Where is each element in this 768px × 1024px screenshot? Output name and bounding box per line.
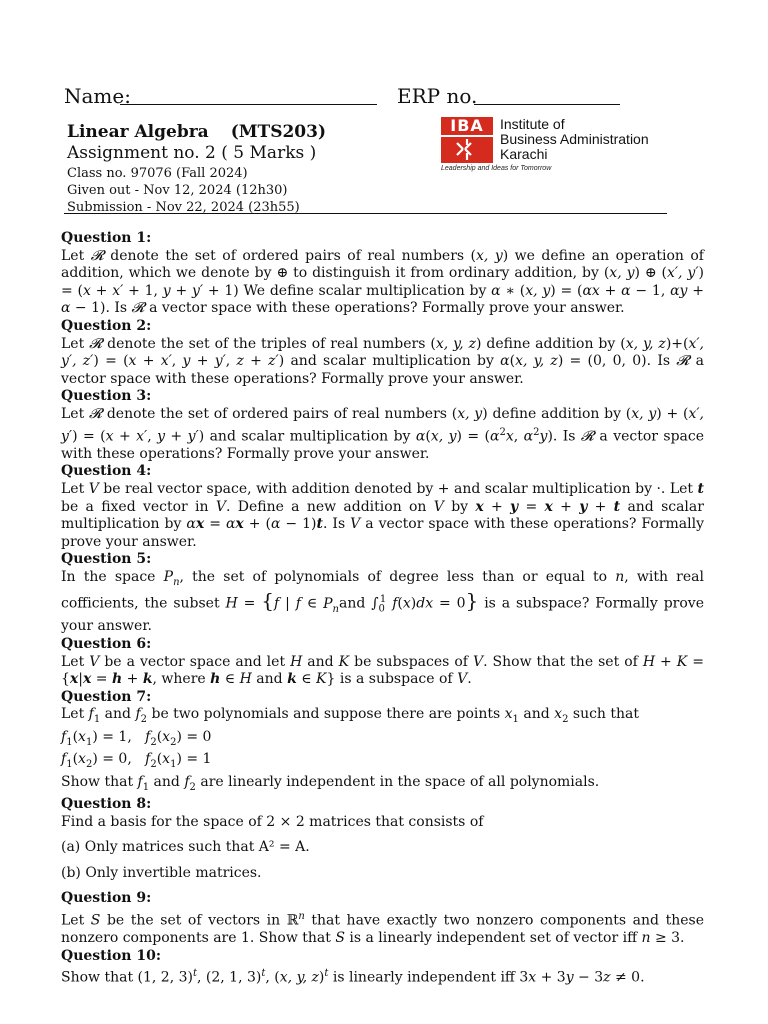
question-text: Let V be real vector space, with addition denoted by + and scalar multiplication by ·. Let t be a fixed vector in V. Define a new addition on V by x + y = x + y + t and scalar multiplication by αx = αx + (α − 1)t. Is V a vector space with these operations? Formally prove your answer.: [61, 480, 704, 550]
question-title: Question 6:: [61, 635, 152, 652]
question-title: Question 10:: [61, 947, 161, 964]
name-blank: [120, 104, 377, 105]
erp-label: ERP no.: [397, 84, 478, 108]
logo-abbr: IBA: [441, 117, 493, 135]
question-text: In the space $P_n$, the set of polynomials of degree less than or equal to n, with real cofficients, the subset H = {f | f ∈ $P_nand$ $\int_0^1$ f(x)dx = 0} is a subspace? Formally prove your answer.: [61, 568, 704, 635]
question-title: Question 5:: [61, 551, 152, 568]
logo-line1: Institute of: [500, 116, 565, 132]
name-erp-row: [64, 84, 684, 110]
given-out: Given out - Nov 12, 2024 (12h30): [67, 183, 288, 198]
iba-logo: [441, 117, 681, 179]
name-label: Name:: [64, 84, 131, 108]
question-title: Question 4:: [61, 463, 152, 480]
logo-text: [500, 117, 649, 162]
erp-blank: [474, 104, 620, 105]
logo-line3: Karachi: [500, 146, 548, 162]
question-text: Show that (1, 2, 3)$^t$, (2, 1, 3)$^t$, (x, y, z)$^t$ is linearly independent iff 3x + 3y − 3z ≠ 0.: [61, 968, 645, 986]
question-title: Question 3:: [61, 388, 152, 405]
question-text: Let 𝓡 denote the set of the triples of real numbers (x, y, z) define addition by (x, y, z)+(x′, y′, z′) = (x + x′, y + y′, z + z′) and scalar multiplication by α(x, y, z) = (0, 0, 0). Is 𝓡 a vector space with these operations? Formally prove your answer.: [61, 335, 704, 387]
class-no: Class no. 97076 (Fall 2024): [67, 166, 248, 181]
question-title: Question 8:: [61, 795, 152, 812]
course-name: Linear Algebra: [67, 122, 209, 142]
question-title: Question 2:: [61, 317, 152, 334]
question-text: Let 𝓡 denote the set of ordered pairs of real numbers (x, y) define addition by (x, y) + (x′, y′) = (x + x′, y + y′) and scalar multiplication by α(x, $y) = (\alpha^2x$, $\alpha^2y$). Is 𝓡 a vector space with these operations? Formally prove your answer.: [61, 405, 705, 462]
submission: Submission - Nov 22, 2024 (23h55): [67, 200, 300, 215]
course-title: [67, 122, 427, 142]
question-text: Let 𝓡 denote the set of ordered pairs of real numbers (x, y) we define an operation of addition, which we denote by ⊕ to distinguish it from ordinary addition, by (x, y) ⊕ (x′, y′) = (x + x′ + 1, y + y′ + 1) We define scalar multiplication by α ∗ (x, y) = (αx + α − 1, αy + α − 1). Is 𝓡 a vector space with these operations? Formally prove your answer.: [61, 247, 704, 317]
assignment-title: Assignment no. 2 ( 5 Marks ): [67, 143, 317, 163]
questions-list: [61, 230, 704, 988]
course-code: (MTS203): [230, 122, 327, 142]
question-option: (a) Only matrices such that A² = A.: [61, 839, 310, 856]
logo-line2: Business Administration: [500, 131, 649, 147]
question-text: Find a basis for the space of 2 × 2 matrices that consists of: [61, 813, 484, 830]
header-divider: [64, 213, 667, 214]
question-text: Let $f_1$ and $f_2$ be two polynomials and suppose there are points $x_1$ and $x_2$ such that $f_1(x_1) = 1$, $f_2(x_2) = 0$ $f_1(x_2) = 0$, $f_2(x_1) = 1$ Show that $f_1$ and $f_2$ are linearly independent in the space of all polynomials.: [61, 706, 640, 793]
question-title: Question 1:: [61, 230, 152, 246]
question-title: Question 9:: [61, 890, 152, 907]
logo-emblem-icon: [441, 137, 493, 163]
question-text: Let S be the set of vectors in ℝ$^n$ that have exactly two nonzero components and these nonzero components are 1. Show that S is a linearly independent set of vector iff n ≥ 3.: [61, 910, 704, 947]
logo-tagline: Leadership and Ideas for Tomorrow: [441, 165, 552, 172]
question-text: Let V be a vector space and let H and K be subspaces of V. Show that the set of H + K = {x|x = h + k, where h ∈ H and k ∈ K} is a subspace of V.: [61, 653, 704, 688]
question-option: (b) Only invertible matrices.: [61, 864, 262, 881]
course-header: [67, 122, 427, 216]
question-title: Question 7:: [61, 688, 152, 705]
